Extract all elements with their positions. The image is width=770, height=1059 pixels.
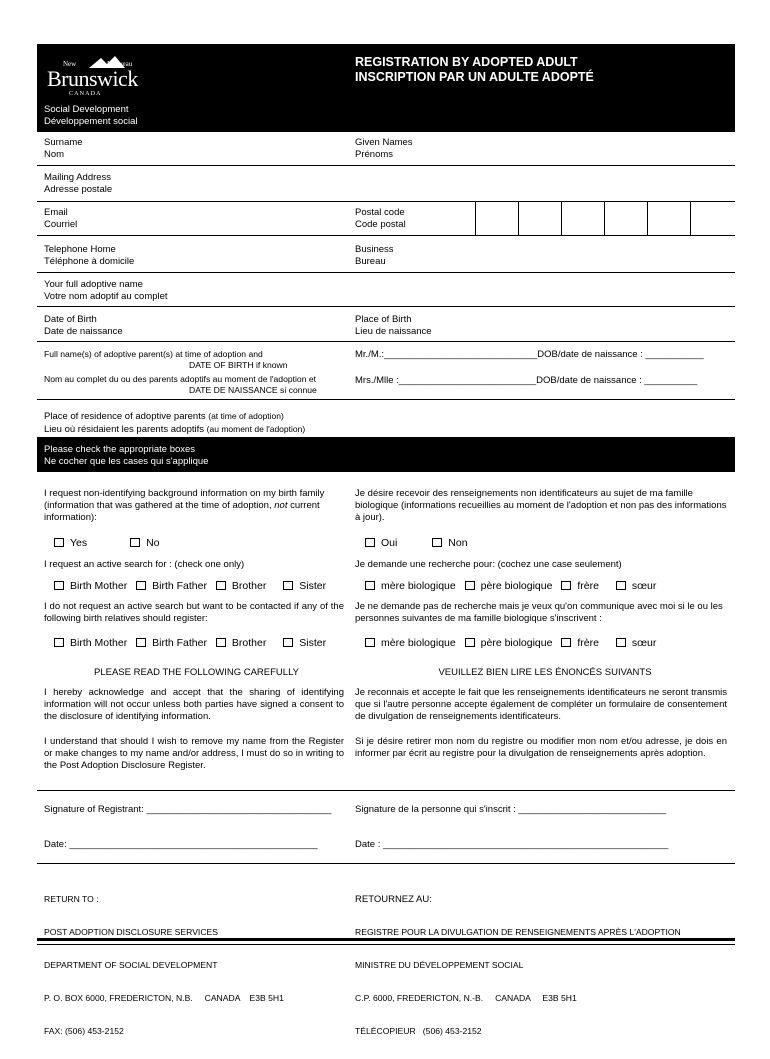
title-fr: INSCRIPTION PAR UN ADULTE ADOPTÉ	[355, 70, 594, 84]
notice-heading-fr: VEUILLEZ BIEN LIRE LES ÉNONCÉS SUIVANTS	[438, 667, 652, 678]
given-names-field[interactable]: Given Names Prénoms	[355, 137, 413, 160]
birth-father-checkbox[interactable]	[136, 581, 146, 590]
residence-field[interactable]: Place of residence of adoptive parents (at time of adoption) Lieu où résidaient les parents adoptifs (au moment de l'adoption)	[44, 411, 306, 435]
active-search-fr: Je demande une recherche pour: (cochez une case seulement)	[355, 559, 622, 570]
return-address-en: RETURN TO : POST ADOPTION DISCLOSURE SERVICES DEPARTMENT OF SOCIAL DEVELOPMENT P. O. BOX 6000, FREDERICTON, N.B. CANADA E3B 5H1 FAX: (506) 453-2152	[44, 894, 284, 1036]
contact-relatives-fr: mère biologique père biologique frère sœur	[365, 637, 662, 650]
active-search-en: I request an active search for : (check one only)	[44, 559, 245, 570]
nonid-yes-no-en: Yes No	[54, 537, 166, 550]
mrs-dob-line[interactable]: Mrs./Mlle :__________________________DOB/date de naissance : __________	[355, 375, 698, 386]
pere-checkbox[interactable]	[465, 638, 475, 647]
active-relatives-en: Birth Mother Birth Father Brother Sister	[54, 580, 332, 593]
nonid-request-en: I request non-identifying background information on my birth family (information that was gathered at the time of adoption, not current information):	[44, 488, 325, 523]
email-field[interactable]: Email Courriel	[44, 207, 78, 230]
divider	[37, 306, 735, 307]
signature-line-en[interactable]: Signature of Registrant: ___________________________________	[44, 804, 332, 815]
divider	[37, 341, 735, 342]
surname-field[interactable]: Surname Nom	[44, 137, 83, 160]
pere-checkbox[interactable]	[465, 581, 475, 590]
postal-code-boxes[interactable]	[475, 201, 735, 235]
nonid-request-fr: Je désire recevoir des renseignements non identificateurs au sujet de ma famille biologique (informations recueillies au moment de l'adoption et non pas des informations à jour).	[355, 488, 727, 523]
check-banner-en: Please check the appropriate boxes	[44, 444, 196, 455]
mere-checkbox[interactable]	[365, 581, 375, 590]
frere-checkbox[interactable]	[561, 638, 571, 647]
frere-checkbox[interactable]	[561, 581, 571, 590]
business-phone-field[interactable]: Business Bureau	[355, 244, 394, 267]
department-fr: Développement social	[44, 116, 138, 127]
mere-checkbox[interactable]	[365, 638, 375, 647]
bottom-rule	[37, 938, 735, 941]
no-checkbox[interactable]	[130, 538, 140, 547]
divider	[37, 399, 735, 400]
divider	[37, 863, 735, 864]
birth-mother-checkbox[interactable]	[54, 638, 64, 647]
department-label	[44, 104, 137, 128]
sister-checkbox[interactable]	[283, 581, 293, 590]
adoptive-parents-label: Full name(s) of adoptive parent(s) at time of adoption and DATE OF BIRTH if known Nom au complet du ou des parents adoptifs au moment de l'adoption et DATE DE NAISSANCE si connue	[44, 349, 317, 395]
contact-relatives-en: Birth Mother Birth Father Brother Sister	[54, 637, 332, 650]
page-title	[355, 55, 594, 85]
brother-checkbox[interactable]	[216, 638, 226, 647]
nonid-oui-non-fr: Oui Non	[365, 537, 474, 550]
check-banner-fr: Ne cocher que les cases qui s'applique	[44, 456, 209, 467]
logo-small-nouveau: Nouveau	[107, 60, 133, 68]
oui-checkbox[interactable]	[365, 538, 375, 547]
divider	[37, 235, 735, 236]
title-en: REGISTRATION BY ADOPTED ADULT	[355, 55, 578, 69]
postal-code-label: Postal code Code postal	[355, 207, 406, 230]
logo-canada: C A N A D A	[69, 91, 101, 97]
active-relatives-fr: mère biologique père biologique frère sœur	[365, 580, 662, 593]
divider	[37, 165, 735, 166]
logo-wordmark: Brunswick	[47, 66, 138, 91]
return-address-fr: RETOURNEZ AU: REGISTRE POUR LA DIVULGATION DE RENSEIGNEMENTS APRÈS L'ADOPTION MINISTRE DU DÉVELOPPEMENT SOCIAL C.P. 6000, FREDERICTON, N.-B. CANADA E3B 5H1 TÉLÉCOPIEUR (506) 453-2152	[355, 894, 681, 1036]
date-line-fr[interactable]: Date : ______________________________________________________	[355, 839, 669, 850]
department-en: Social Development	[44, 104, 129, 115]
birth-father-checkbox[interactable]	[136, 638, 146, 647]
logo-small-new: New	[63, 60, 77, 68]
soeur-checkbox[interactable]	[616, 581, 626, 590]
notice-p1-fr: Je reconnais et accepte le fait que les renseignements identificateurs ne seront transmis que si l'autre personne accepte également de compléter un formulaire de consentement de divulgation de renseignements identificateurs.	[355, 687, 727, 722]
soeur-checkbox[interactable]	[616, 638, 626, 647]
divider	[37, 790, 735, 791]
brother-checkbox[interactable]	[216, 581, 226, 590]
check-boxes-banner	[37, 437, 735, 472]
adoptive-name-field[interactable]: Your full adoptive name Votre nom adoptif au complet	[44, 279, 168, 302]
sister-checkbox[interactable]	[283, 638, 293, 647]
notice-p2-en: I understand that should I wish to remove my name from the Register or make changes to my name and/or address, I must do so in writing to the Post Adoption Disclosure Register.	[44, 736, 344, 771]
mr-dob-line[interactable]: Mr./M.:_____________________________DOB/date de naissance : ___________	[355, 349, 704, 360]
mailing-address-field[interactable]: Mailing Address Adresse postale	[44, 172, 113, 195]
contact-only-en: I do not request an active search but want to be contacted if any of the following birth relatives should register:	[44, 601, 344, 624]
yes-checkbox[interactable]	[54, 538, 64, 547]
divider	[37, 272, 735, 273]
notice-p2-fr: Si je désire retirer mon nom du registre ou modifier mon nom et/ou adresse, je dois en informer par écrit au registre pour la divulgation de renseignements après adoption.	[355, 736, 727, 759]
place-of-birth-field[interactable]: Place of Birth Lieu de naissance	[355, 314, 432, 337]
telephone-home-field[interactable]: Telephone Home Téléphone à domicile	[44, 244, 135, 267]
birth-mother-checkbox[interactable]	[54, 581, 64, 590]
non-checkbox[interactable]	[432, 538, 442, 547]
date-of-birth-field[interactable]: Date of Birth Date de naissance	[44, 314, 123, 337]
notice-heading-en: PLEASE READ THE FOLLOWING CAREFULLY	[93, 667, 299, 678]
signature-line-fr[interactable]: Signature de la personne qui s'inscrit : ____________________________	[355, 804, 667, 815]
date-line-en[interactable]: Date: _______________________________________________	[44, 839, 318, 850]
logo	[47, 58, 157, 98]
notice-p1-en: I hereby acknowledge and accept that the sharing of identifying information will not occur unless both parties have signed a consent to the disclosure of identifying information.	[44, 687, 344, 722]
contact-only-fr: Je ne demande pas de recherche mais je veux qu'on communique avec moi si le ou les personnes suivantes de ma famille biologique s'inscrivent :	[355, 601, 723, 624]
bottom-rule-thin	[37, 944, 735, 945]
